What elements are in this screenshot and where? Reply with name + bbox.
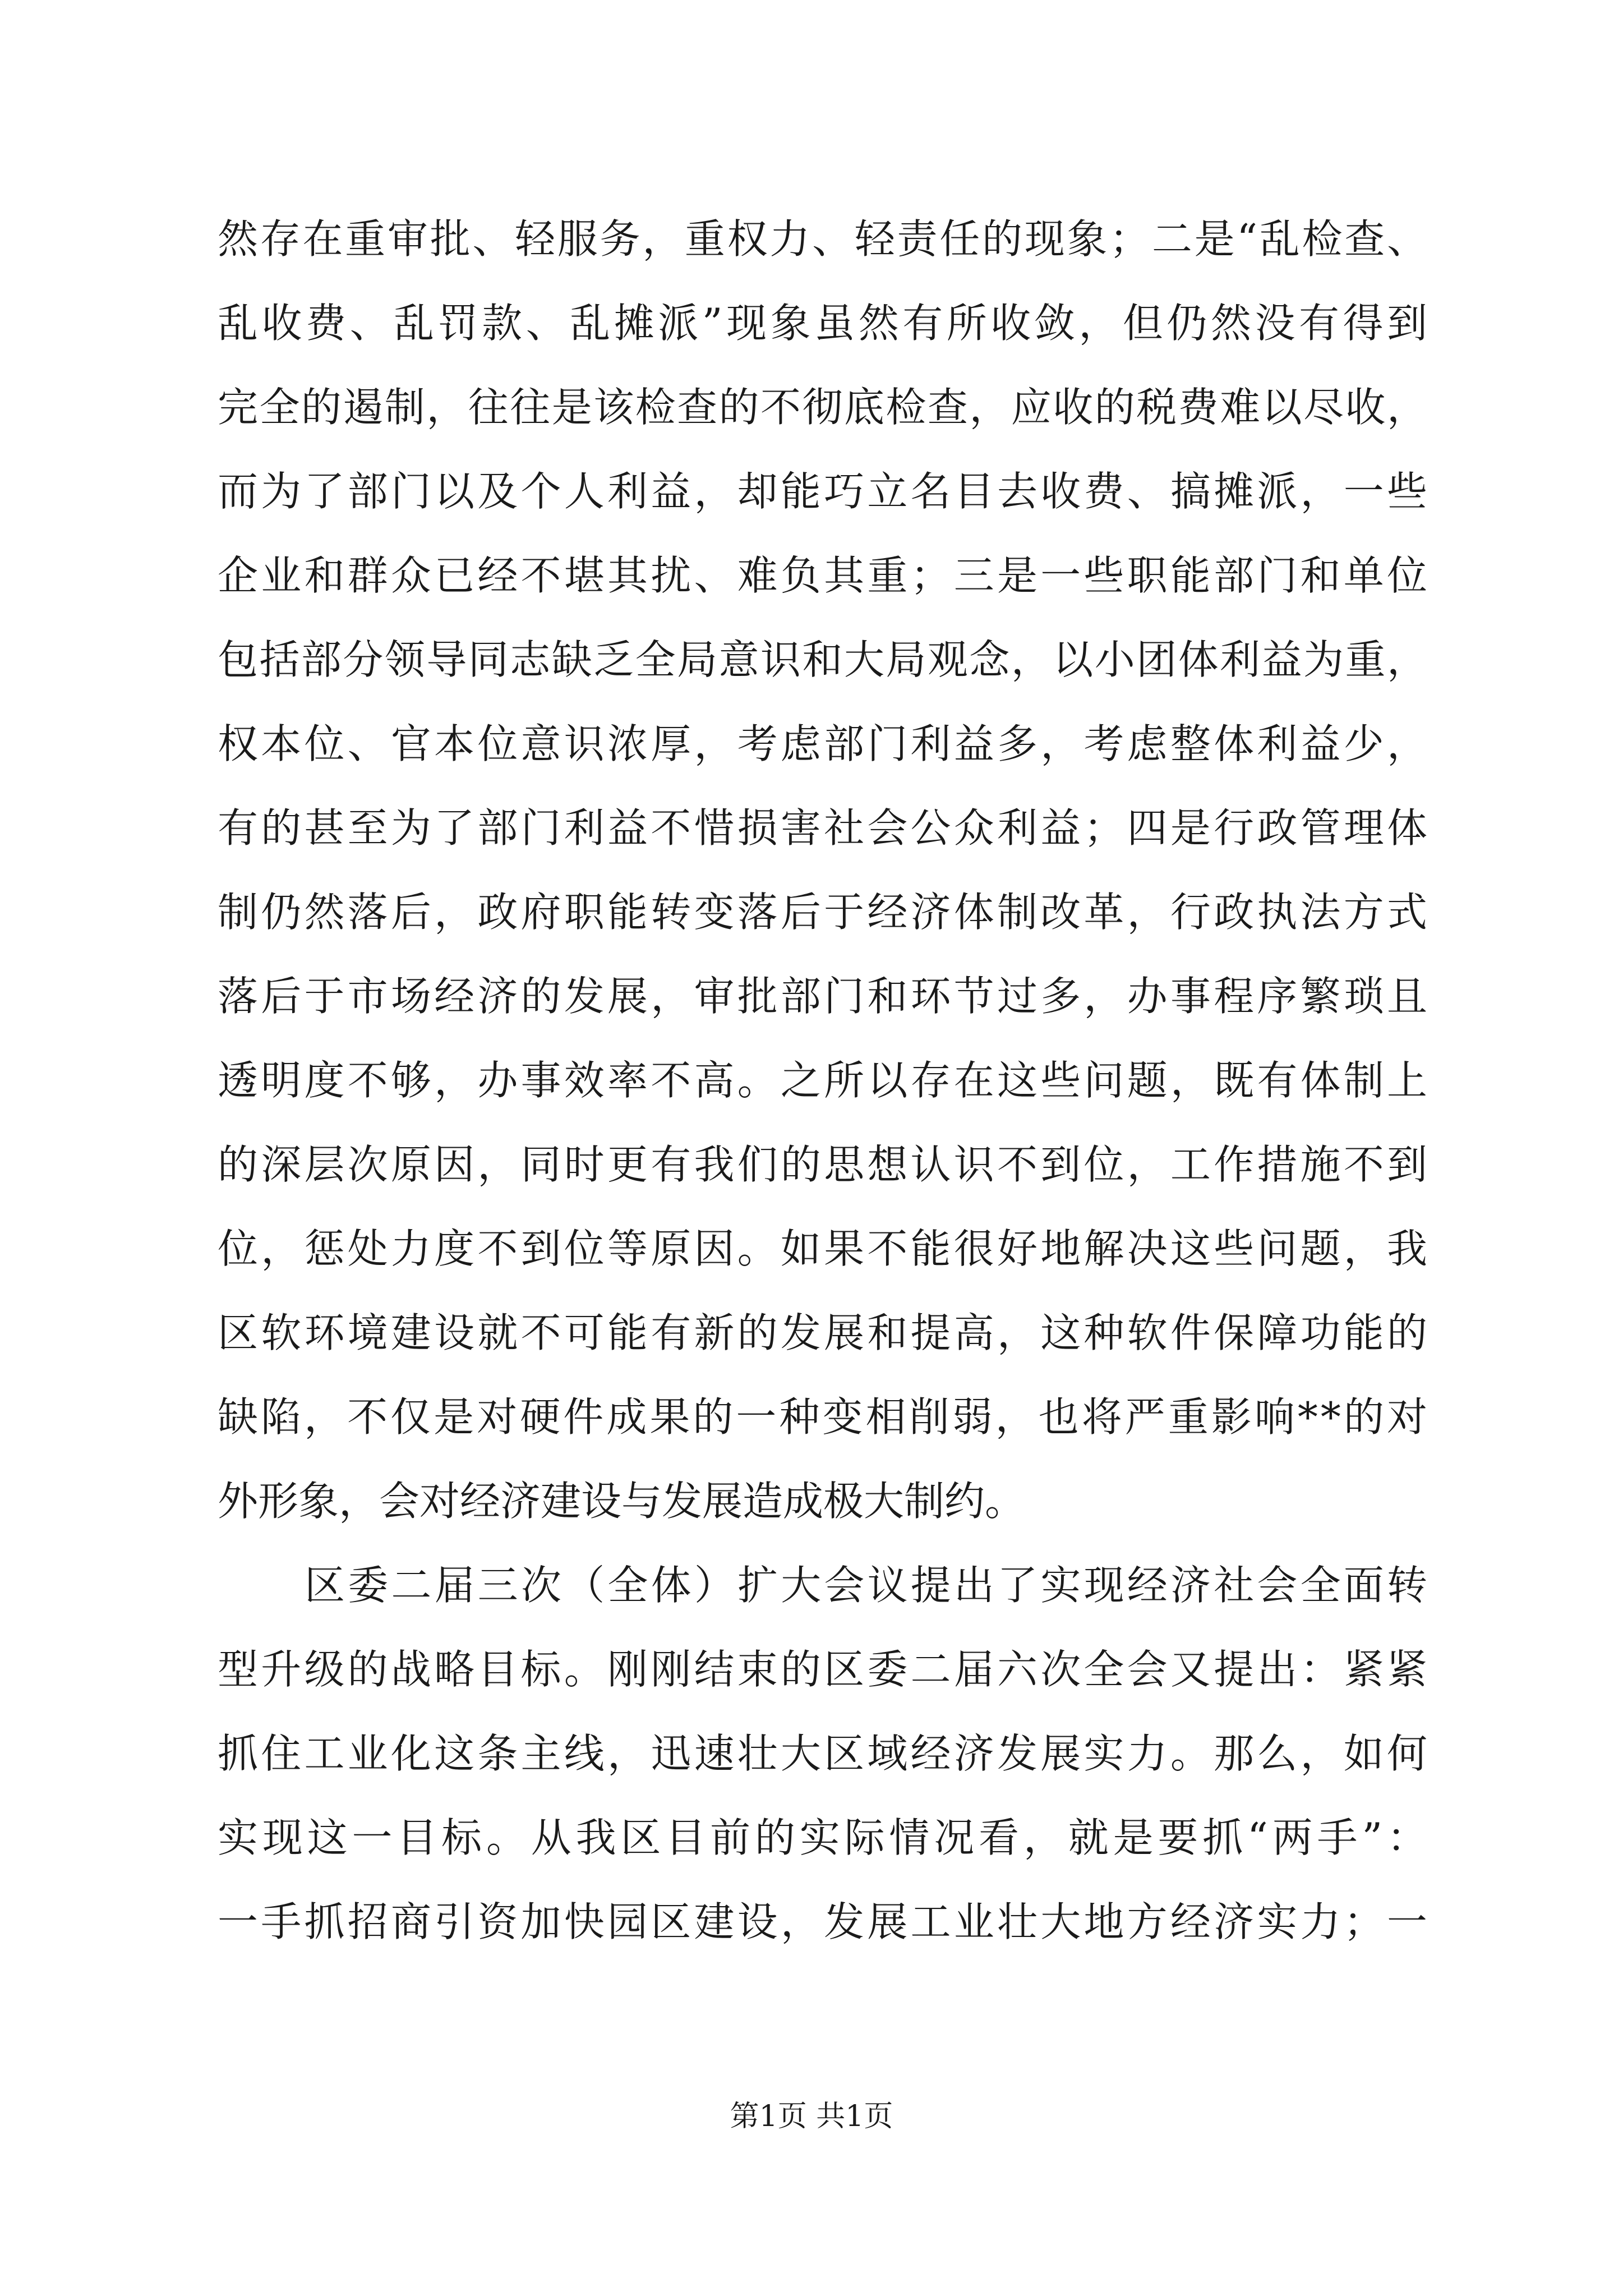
text-line-content: 外形象，会对经济建设与发展造成极大制约。 [218,1478,1026,1525]
text-line-content: 乱收费、乱罚款、乱摊派”现象虽然有所收敛，但仍然没有得到 [218,300,1431,347]
text-line-content: 包括部分领导同志缺乏全局意识和大局观念，以小团体利益为重， [218,636,1429,683]
text-line [218,197,1430,281]
text-line-content: 有的甚至为了部门利益不惜损害社会公众利益；四是行政管理体 [218,804,1431,852]
text-line-content: 而为了部门以及个人利益，却能巧立名目去收费、搞摊派，一些 [218,468,1431,515]
text-line-content: 企业和群众已经不堪其扰、难负其重；三是一些职能部门和单位 [218,552,1431,599]
text-line-content: 区软环境建设就不可能有新的发展和提高，这种软件保障功能的 [218,1309,1431,1356]
text-line [218,449,1431,533]
text-line-content: 透明度不够，办事效率不高。之所以存在这些问题，既有体制上 [218,1057,1431,1104]
text-line [218,281,1431,365]
page-number-label: 第1页 共1页 [730,2100,893,2133]
text-line-content: 然存在重审批、轻服务，重权力、轻责任的现象；二是“乱检查、 [218,215,1430,263]
text-line [218,365,1427,449]
text-line-content: 权本位、官本位意识浓厚，考虑部门利益多，考虑整体利益少， [218,720,1431,767]
page-footer [0,2098,1623,2135]
text-line-content: 抓住工业化这条主线，迅速壮大区域经济发展实力。那么，如何 [218,1730,1431,1777]
text-line [218,954,1431,1038]
text-line [218,1375,1431,1459]
text-line [218,1038,1431,1122]
paragraph-2 [218,1543,1432,1964]
text-line [218,1880,1431,1964]
text-line-content: 一手抓招商引资加快园区建设，发展工业壮大地方经济实力；一 [218,1898,1431,1945]
text-line [218,1543,1431,1627]
text-line [218,786,1431,870]
text-line [218,1122,1431,1207]
text-line-content: 缺陷，不仅是对硬件成果的一种变相削弱，也将严重影响**的对 [218,1393,1431,1441]
text-line-content: 实现这一目标。从我区目前的实际情况看，就是要抓“两手”： [218,1814,1432,1861]
text-line [218,702,1431,786]
text-line-content: 的深层次原因，同时更有我们的思想认识不到位，工作措施不到 [218,1141,1431,1188]
text-line-content: 型升级的战略目标。刚刚结束的区委二届六次全会又提出：紧紧 [218,1646,1431,1693]
text-line-content: 位，惩处力度不到位等原因。如果不能很好地解决这些问题，我 [218,1225,1431,1272]
text-line-content: 制仍然落后，政府职能转变落后于经济体制改革，行政执法方式 [218,889,1431,936]
text-line [218,1291,1431,1375]
text-line [218,1711,1431,1796]
text-line-content: 区委二届三次（全体）扩大会议提出了实现经济社会全面转 [305,1562,1431,1609]
text-line [218,533,1431,618]
text-line [218,1207,1431,1291]
text-line-content: 落后于市场经济的发展，审批部门和环节过多，办事程序繁琐且 [218,973,1431,1020]
text-line-content: 完全的遏制，往往是该检查的不彻底检查，应收的税费难以尽收， [218,384,1429,431]
page-body [218,197,1432,1964]
text-line [218,618,1427,702]
paragraph-1 [218,197,1431,1543]
text-line [218,1459,1427,1543]
text-line [218,1796,1432,1880]
text-line [218,1627,1431,1711]
text-line [218,870,1431,954]
